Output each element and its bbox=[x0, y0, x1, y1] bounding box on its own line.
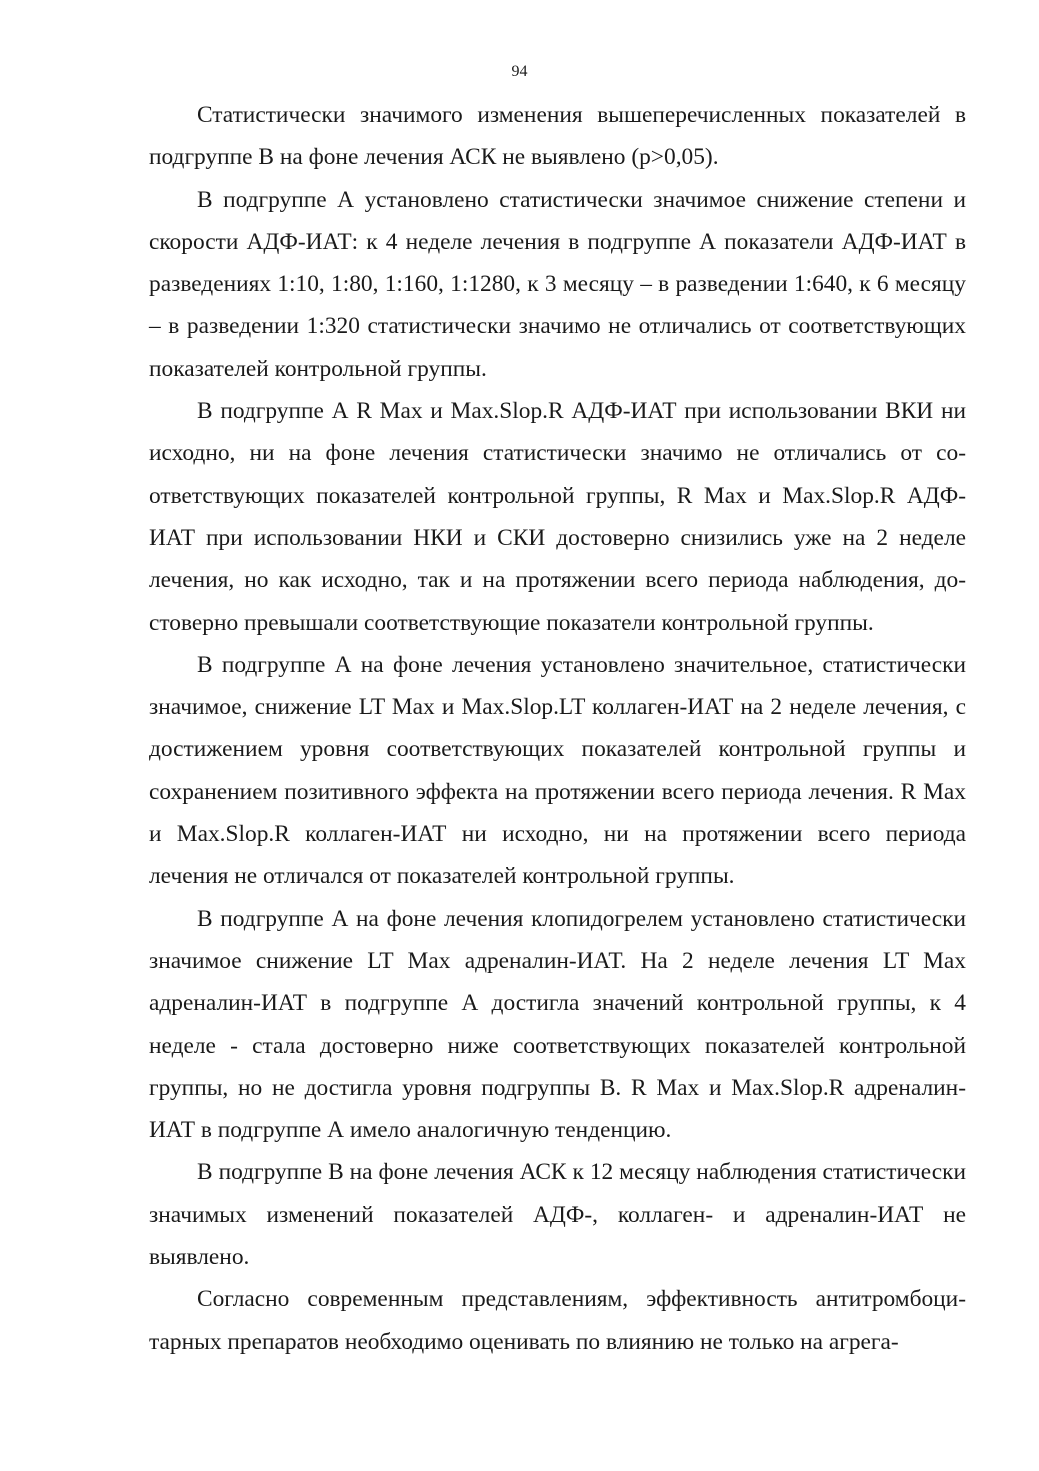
paragraph: В подгруппе В на фоне лечения АСК к 12 месяцу наблюдения статистически значимых изменений показателей АДФ-, коллаген- и адреналин-ИАТ не выявлено. bbox=[149, 1159, 966, 1271]
paragraph: Статистически значимого изменения вышеперечисленных показателей в подгруппе В на фоне лечения АСК не выявлено (р>0,05). bbox=[149, 102, 966, 171]
paragraph: Согласно современным представлениям, эффективность антитромбоцитарных препаратов необходимо оценивать по влиянию не только на агрега- bbox=[149, 1286, 966, 1355]
paragraph: В подгруппе А на фоне лечения установлено значительное, статистически значимое, снижение LT Max и Max.Slop.LT коллаген-ИАТ на 2 неделе лечения, с достижением уровня соответствующих показателей контрольной группы и сохранением позитивного эффекта на протяжении всего периода лечения. R Max и Max.Slop.R коллаген-ИАТ ни исходно, ни на протяжении всего периода лечения не отличался от показателей контрольной группы. bbox=[149, 651, 966, 890]
paragraph: В подгруппе А R Max и Max.Slop.R АДФ-ИАТ при использовании ВКИ ни исходно, ни на фоне лечения статистически значимо не отличались от соответствующих показателей контрольной группы, R Max и Max.Slop.R АДФ-ИАТ при использовании НКИ и СКИ достоверно снизились уже на 2 неделе лечения, но как исходно, так и на протяжении всего периода наблюдения, достоверно превышали соответствующие показатели контрольной группы. bbox=[149, 398, 966, 636]
paragraph: В подгруппе А на фоне лечения клопидогрелем установлено статистически значимое снижение LT Max адреналин-ИАТ. На 2 неделе лечения LT Max адреналин-ИАТ в подгруппе А достигла значений контрольной группы, к 4 неделе - стала достоверно ниже соответствующих показателей контрольной группы, но не достигла уровня подгруппы В. R Max и Max.Slop.R адреналин-ИАТ в подгруппе А имело аналогичную тенденцию. bbox=[149, 905, 966, 1144]
paragraph: В подгруппе А установлено статистически значимое снижение степени и скорости АДФ-ИАТ: к 4 неделе лечения в подгруппе А показатели АДФ-ИАТ в разведениях 1:10, 1:80, 1:160, 1:1280, к 3 месяцу – в разведении 1:640, к 6 месяцу – в разведении 1:320 статистически значимо не отличались от соответствующих показателей контрольной группы. bbox=[149, 186, 966, 382]
page-number: 94 bbox=[511, 63, 528, 80]
document-body bbox=[149, 94, 966, 1363]
